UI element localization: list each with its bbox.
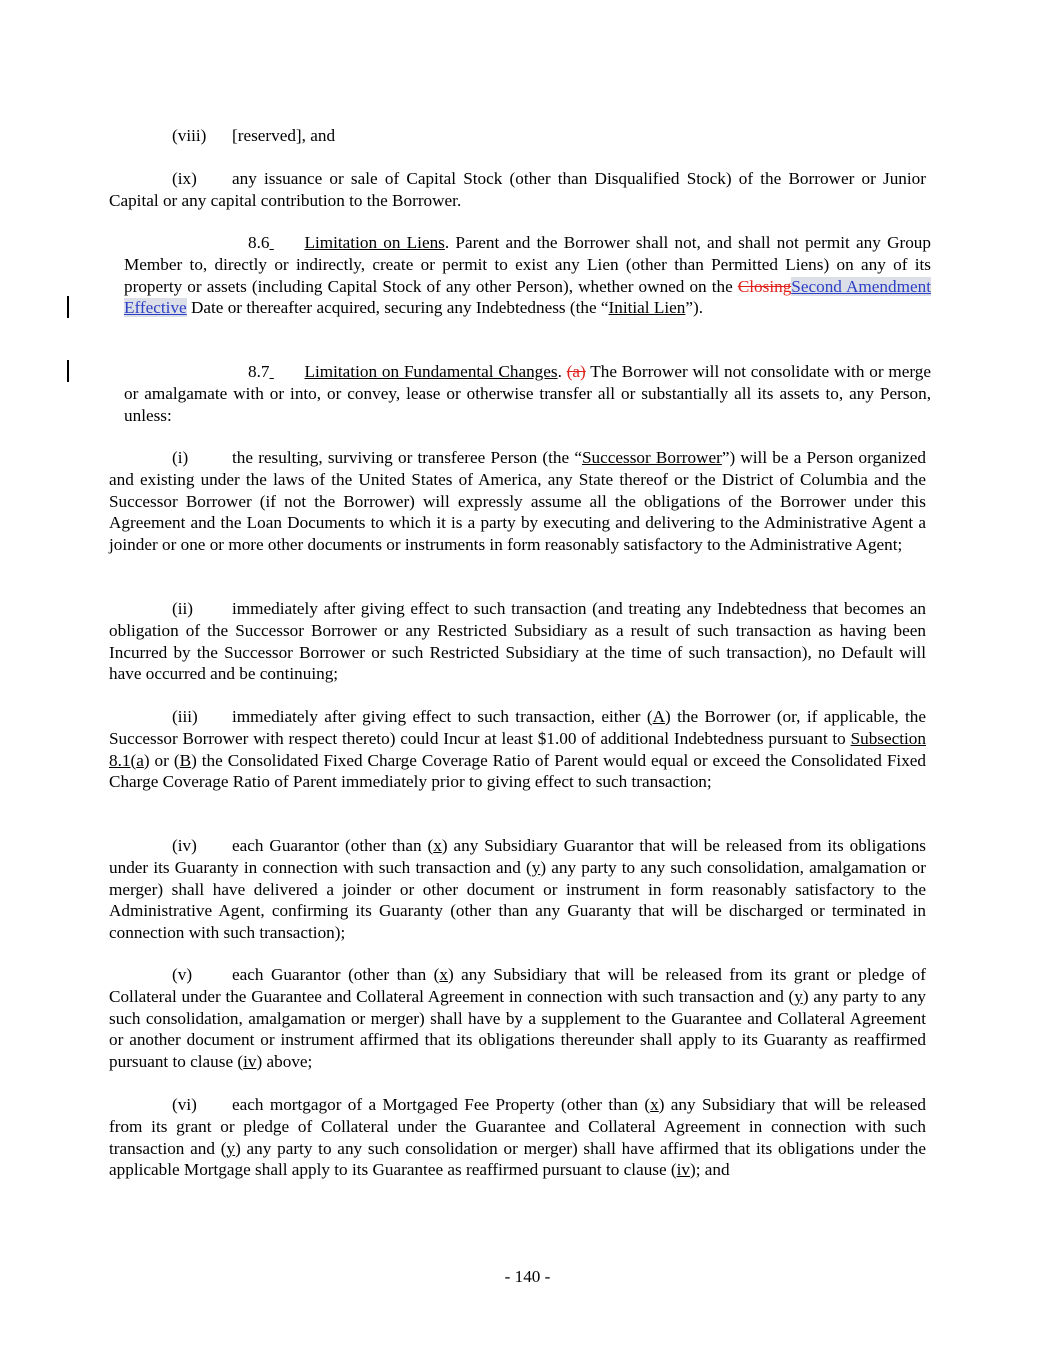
item-marker: x [433,836,442,855]
section-8-6 [124,232,931,319]
item-marker: y [531,857,541,877]
clause-text-cont: ) any party to any such consolidation or merger) shall have affirmed that its obligations under the applicable Mortgage shall apply to its Guarantee as reaffirmed pursuant to clause ( [109,1138,927,1180]
deleted-text: (a) [566,362,586,381]
clause-text-end: ); and [690,1160,730,1180]
clause-vi [109,1094,926,1181]
clause-text: immediately after giving effect to such transaction, either ( [232,707,653,726]
clause-text-cont: ”) will be a Person organized and existing under the laws of the United States of America, any State thereof or the District of Columbia and the Successor Borrower (if not the Borrower) will expressly assume all the obligations of the Borrower under this Agreement and the Loan Documents to which it is a party by executing and delivering to the Administrative Agent a joinder or one or more other documents or instruments in form reasonably satisfactory to the Administrative Agent; [109,448,926,555]
section-heading: Limitation on Liens [304,233,445,252]
clause-number: (v) [172,965,193,984]
clause-iv [109,835,926,944]
clause-viii [109,125,926,147]
clause-number: (iii) [172,707,198,726]
cross-reference: iv [243,1052,257,1072]
deleted-text: Closing [737,276,792,296]
clause-number: (vi) [172,1095,197,1114]
defined-term: Initial Lien [608,298,686,318]
clause-text: each Guarantor (other than ( [232,965,440,984]
clause-text: each Guarantor (other than ( [232,836,434,855]
clause-text-end: ) above; [256,1052,313,1072]
section-text: The Borrower will not consolidate with or merge or amalgamate with or into, or convey, lease or otherwise transfer all or substantially all its assets to, any Person, unless: [124,362,931,425]
clause-number: (viii) [172,126,207,145]
clause-text-cont: ) any Subsidiary Guarantor that will be released from its obligations under its Guaranty in connection with such transaction and ( [109,836,926,877]
defined-term: Successor Borrower [582,448,722,467]
heading-period: . [557,362,562,381]
tab-leader [269,232,304,254]
clause-ii [109,598,926,685]
clause-text: any issuance or sale of Capital Stock (other than Disqualified Stock) of the Borrower or Junior Capital or any capital contribution to the Borrower. [109,169,926,210]
item-marker: y [794,986,803,1006]
clause-iii [109,706,926,793]
clause-text-cont: ) or ( [143,750,180,770]
clause-number: (iv) [172,836,197,855]
section-text: . Parent and the Borrower shall not, and shall not permit any Group Member to, directly or indirectly, create or permit to exist any Lien (other than Permitted Liens) on any of its property or assets (including Capital Stock of any other Person), whether owned on the [124,233,931,296]
section-text-cont: Date or thereafter acquired, securing any Indebtedness (the “ [186,298,609,318]
item-marker: y [226,1138,236,1158]
item-marker: B [179,750,192,770]
item-marker: x [650,1095,659,1114]
clause-number: (i) [172,448,189,467]
clause-text: [reserved], and [232,126,336,145]
cross-reference: iv [676,1160,690,1180]
clause-i [109,447,926,556]
change-bar [67,360,69,382]
clause-text: the resulting, surviving or transferee Person (the “ [232,448,582,467]
item-marker: A [652,707,666,726]
section-number: 8.6 [248,233,270,252]
clause-text: immediately after giving effect to such transaction (and treating any Indebtedness that becomes an obligation of the Successor Borrower or any Restricted Subsidiary as a result of such transaction as having been Incurred by the Successor Borrower or such Restricted Subsidiary at the time of such transaction), no Default will have occurred and be continuing; [109,599,926,684]
clause-number: (ix) [172,169,197,188]
item-marker: x [439,965,448,984]
cross-reference-sub: a [136,750,144,770]
tab-leader [269,361,304,383]
clause-number: (ii) [172,599,193,618]
change-bar [67,296,69,318]
inserted-text: Second Amendment Effective [124,276,931,318]
clause-text-cont: ) any Subsidiary that will be released from its grant or pledge of Collateral under the Guarantee and Collateral Agreement in connection with such transaction and ( [109,965,926,1006]
clause-text: each mortgagor of a Mortgaged Fee Property (other than ( [232,1095,651,1114]
clause-text-end: ) any party to any such consolidation, amalgamation or merger) shall have delivered a joinder or other document or instrument in form reasonably satisfactory to the Administrative Agent, confirming its Guaranty (other than any Guaranty that will be discharged or terminated in connection with such transaction); [109,857,926,943]
clause-text-cont: ) any party to any such consolidation, amalgamation or merger) shall have by a supplement to the Guarantee and Collateral Agreement or another document or instrument affirmed that its obligations thereunder shall apply to its Guaranty as reaffirmed pursuant to clause ( [109,986,927,1072]
section-number: 8.7 [248,362,270,381]
clause-text-cont: ) the Borrower (or, if applicable, the Successor Borrower with respect thereto) could Incur at least $1.00 of additional Indebtedness pursuant to [109,707,926,748]
clause-text-cont: ( [130,750,137,770]
clause-text-end: ) the Consolidated Fixed Charge Coverage Ratio of Parent would equal or exceed the Consolidated Fixed Charge Coverage Ratio of Parent immediately prior to giving effect to such transaction; [109,750,927,792]
clause-text-cont: ) any Subsidiary that will be released from its grant or pledge of Collateral under the Guarantee and Collateral Agreement in connection with such transaction and ( [109,1095,926,1158]
section-text-end: ”). [685,298,704,318]
page-number: - 140 - [504,1267,551,1286]
section-heading: Limitation on Fundamental Changes [304,362,558,381]
clause-ix [109,168,926,212]
section-8-7 [124,361,931,426]
cross-reference: Subsection 8.1 [109,728,926,770]
clause-v [109,964,926,1073]
